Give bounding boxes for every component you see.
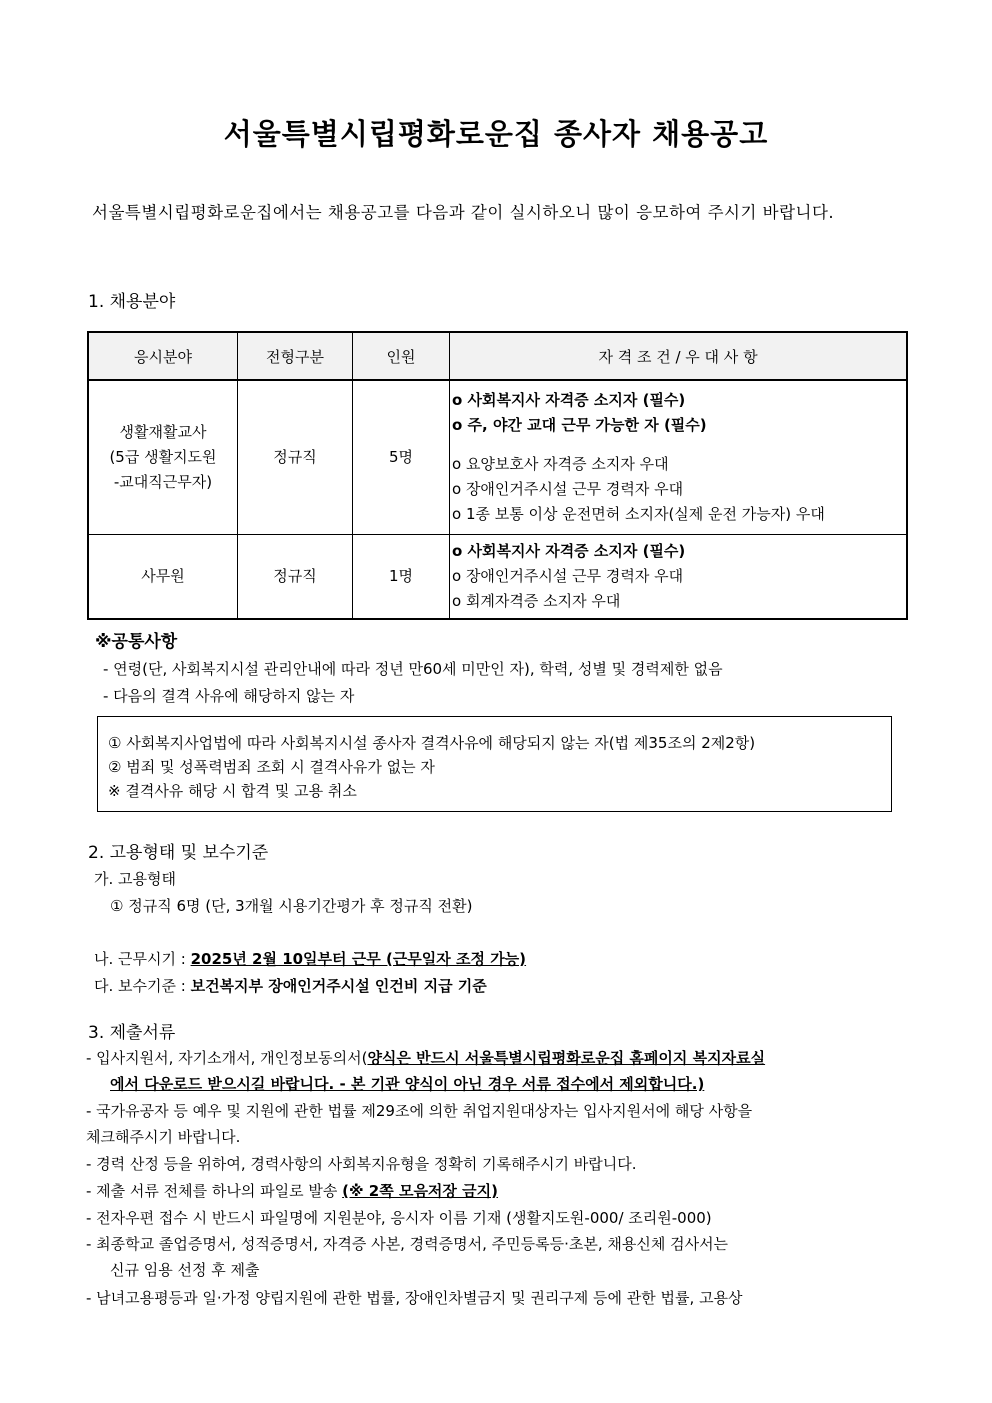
work-start-label: 나. 근무시기 : (94, 950, 191, 968)
salary-value: 보건복지부 장애인거주시설 인건비 지급 기준 (190, 977, 487, 995)
field-cell: 사무원 (88, 534, 238, 619)
requirements-cell (450, 380, 908, 534)
type-cell: 정규직 (238, 534, 353, 619)
document-item (86, 1047, 765, 1068)
table-header-cell: 응시분야 (88, 332, 238, 380)
preferred-item: o 요양보호사 자격증 소지자 우대 (452, 454, 669, 473)
document-item-cont (110, 1073, 704, 1094)
type-cell: 정규직 (238, 380, 353, 534)
document-item-text: - 입사지원서, 자기소개서, 개인정보동의서( (86, 1049, 368, 1067)
document-item: - 국가유공자 등 예우 및 지원에 관한 법률 제29조에 의한 취업지원대상자는 입사지원서에 해당 사항을 (86, 1102, 753, 1120)
field-line: 생활재활교사 (119, 422, 207, 441)
document-item-emphasis: 에서 다운로드 받으시길 바랍니다. - 본 기관 양식이 아닌 경우 서류 접수에서 제외합니다.) (110, 1075, 705, 1093)
box-item: ① 사회복지사업법에 따라 사회복지시설 종사자 결격사유에 해당되지 않는 자(법 제35조의 2제2항) (108, 734, 756, 752)
count-cell: 5명 (353, 380, 450, 534)
table-row (88, 380, 907, 534)
document-item-text: - 제출 서류 전체를 하나의 파일로 발송 (86, 1182, 343, 1200)
required-item: o 주, 야간 교대 근무 가능한 자 (필수) (452, 415, 707, 434)
page-title: 서울특별시립평화로운집 종사자 채용공고 (223, 117, 769, 151)
document-item: - 전자우편 접수 시 반드시 파일명에 지원분야, 응시자 이름 기재 (생활지도원-000/ 조리원-000) (86, 1209, 712, 1227)
section-heading-employment: 2. 고용형태 및 보수기준 (88, 843, 269, 863)
intro-paragraph: 서울특별시립평화로운집에서는 채용공고를 다음과 같이 실시하오니 많이 응모하여 주시기 바랍니다. (92, 203, 835, 222)
document-item-emphasis: 양식은 반드시 서울특별시립평화로운집 홈페이지 복지자료실 (367, 1049, 766, 1067)
salary-line (94, 975, 487, 996)
document-item-cont: 신규 임용 선정 후 제출 (110, 1261, 260, 1279)
employment-type-label: 가. 고용형태 (94, 870, 176, 888)
work-start-line (94, 948, 526, 969)
document-item (86, 1180, 498, 1201)
requirements-cell (450, 534, 908, 619)
preferred-item: o 장애인거주시설 근무 경력자 우대 (452, 566, 684, 585)
preferred-item: o 장애인거주시설 근무 경력자 우대 (452, 479, 684, 498)
table-header-cell: 전형구분 (238, 332, 353, 380)
table-header-cell: 자 격 조 건 / 우 대 사 항 (450, 332, 908, 380)
table-header-cell: 인원 (353, 332, 450, 380)
salary-label: 다. 보수기준 : (94, 977, 191, 995)
count-cell: 1명 (353, 534, 450, 619)
document-item-cont: 체크해주시기 바랍니다. (86, 1128, 241, 1146)
document-item: - 최종학교 졸업증명서, 성적증명서, 자격증 사본, 경력증명서, 주민등록등·초본, 채용신체 검사서는 (86, 1235, 729, 1253)
document-item: - 경력 산정 등을 위하여, 경력사항의 사회복지유형을 정확히 기록해주시기 바랍니다. (86, 1155, 637, 1173)
section-heading-documents: 3. 제출서류 (88, 1023, 176, 1043)
preferred-item: o 회계자격증 소지자 우대 (452, 591, 621, 610)
box-item: ※ 결격사유 해당 시 합격 및 고용 취소 (108, 782, 357, 800)
table-header-row (88, 332, 907, 380)
section-heading-recruitment: 1. 채용분야 (88, 292, 176, 312)
common-item: - 연령(단, 사회복지시설 관리안내에 따라 정년 만60세 미만인 자), 학력, 성별 및 경력제한 없음 (103, 660, 723, 678)
required-item: o 사회복지사 자격증 소지자 (필수) (452, 541, 686, 560)
work-start-value: 2025년 2월 10일부터 근무 (근무일자 조정 가능) (190, 950, 527, 968)
required-item: o 사회복지사 자격증 소지자 (필수) (452, 390, 686, 409)
field-line: (5급 생활지도원 (109, 447, 217, 466)
recruitment-table (87, 331, 908, 620)
box-item: ② 범죄 및 성폭력범죄 조회 시 결격사유가 없는 자 (108, 758, 435, 776)
field-line: -교대직근무자) (113, 472, 213, 491)
employment-type-item: ① 정규직 6명 (단, 3개월 시용기간평가 후 정규직 전환) (110, 897, 473, 915)
document-item-emphasis: (※ 2쪽 모음저장 금지) (342, 1182, 498, 1200)
document-item: - 남녀고용평등과 일·가정 양립지원에 관한 법률, 장애인차별금지 및 권리구제 등에 관한 법률, 고용상 (86, 1289, 743, 1307)
common-item: - 다음의 결격 사유에 해당하지 않는 자 (103, 687, 355, 705)
table-row (88, 534, 907, 619)
common-requirements-heading: ※공통사항 (95, 632, 178, 652)
preferred-item: o 1종 보통 이상 운전면허 소지자(실제 운전 가능자) 우대 (452, 504, 825, 523)
field-cell (88, 380, 238, 534)
disqualification-box (97, 716, 892, 812)
